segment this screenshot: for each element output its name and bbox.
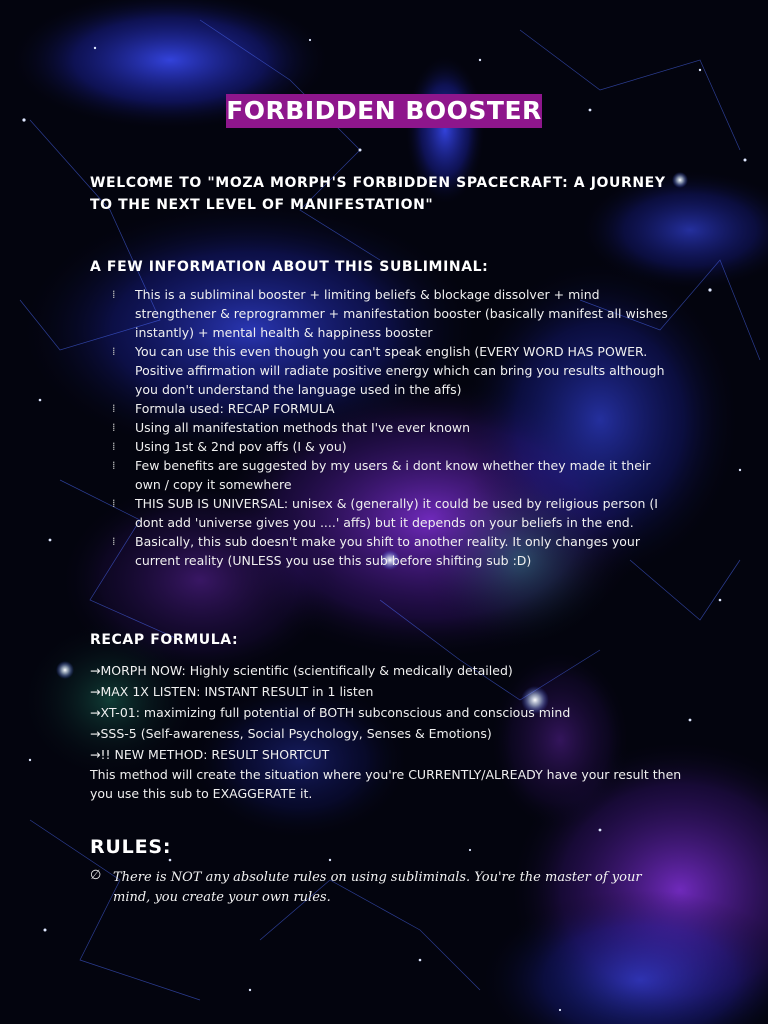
welcome-text: WELCOME TO "MOZA MORPH'S FORBIDDEN SPACECRAFT: A JOURNEY TO THE NEXT LEVEL OF MANIFESTATION" [90,175,666,213]
info-list [112,285,672,570]
info-item-text: This is a subliminal booster + limiting beliefs & blockage dissolver + mind strengthener & reprogrammer + manifestation booster (basically manifest all wishes instantly) + mental health & happiness booster [135,287,668,340]
bullet-icon: ⁞ [112,345,116,358]
recap-line: →MAX 1X LISTEN: INSTANT RESULT in 1 listen [90,684,374,699]
recap-line: →MORPH NOW: Highly scientific (scientifically & medically detailed) [90,663,513,678]
bullet-icon: ⁞ [112,535,116,548]
info-item-text: You can use this even though you can't speak english (EVERY WORD HAS POWER. Positive affirmation will radiate positive energy which can bring you results although you don't understand the language used in the affs) [135,344,665,397]
bullet-icon: ⁞ [112,402,116,415]
info-item [112,418,672,437]
info-item [112,437,672,456]
bullet-icon: ⁞ [112,459,116,472]
info-item [112,494,672,532]
info-item [112,399,672,418]
info-item-text: Using 1st & 2nd pov affs (I & you) [135,439,347,454]
page-title: FORBIDDEN BOOSTER [226,94,542,128]
info-item [112,342,672,399]
info-item [112,285,672,342]
recap-paragraph: This method will create the situation where you're CURRENTLY/ALREADY have your result then you use this sub to EXAGGERATE it. [90,767,682,801]
empty-set-icon: ∅ [90,868,102,883]
bullet-icon: ⁞ [112,440,116,453]
rules-heading: RULES: [90,836,172,858]
info-item-text: Using all manifestation methods that I've ever known [135,420,471,435]
recap-heading: RECAP FORMULA: [90,632,239,648]
rules-text: There is NOT any absolute rules on using subliminals. You're the master of your mind, you create your own rules. [113,870,642,905]
info-item [112,532,672,570]
recap-line: →SSS-5 (Self-awareness, Social Psychology, Senses & Emotions) [90,726,492,741]
bullet-icon: ⁞ [112,421,116,434]
recap-line: →XT-01: maximizing full potential of BOTH subconscious and conscious mind [90,705,571,720]
bullet-icon: ⁞ [112,497,116,510]
bullet-icon: ⁞ [112,288,116,301]
info-item [112,456,672,494]
info-heading: A FEW INFORMATION ABOUT THIS SUBLIMINAL: [90,259,489,275]
recap-line: →!! NEW METHOD: RESULT SHORTCUT [90,747,330,762]
info-item-text: Few benefits are suggested by my users & i dont know whether they made it their own / copy it somewhere [135,458,651,492]
info-item-text: Basically, this sub doesn't make you shift to another reality. It only changes your current reality (UNLESS you use this sub before shifting sub :D) [135,534,640,568]
rules-item [90,868,670,908]
info-item-text: THIS SUB IS UNIVERSAL: unisex & (generally) it could be used by religious person (I dont add 'universe gives you ....' affs) but it depends on your beliefs in the end. [135,496,658,530]
recap-list [90,660,690,803]
info-item-text: Formula used: RECAP FORMULA [135,401,335,416]
